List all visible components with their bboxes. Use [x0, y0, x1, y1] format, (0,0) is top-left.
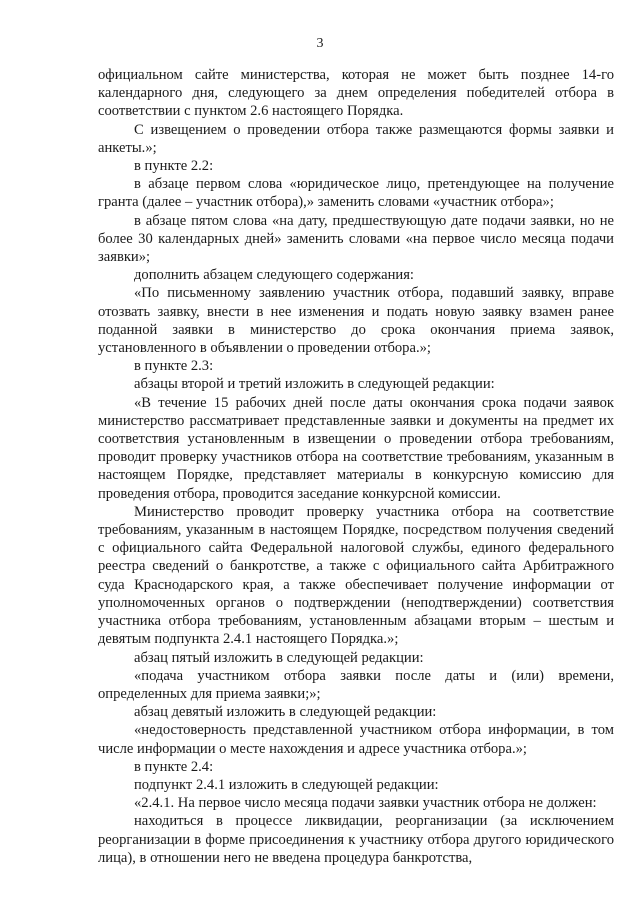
paragraph: дополнить абзацем следующего содержания: — [134, 267, 414, 284]
paragraph: абзац девятый изложить в следующей редакции: — [134, 704, 437, 721]
paragraph: подпункт 2.4.1 изложить в следующей редакции: — [134, 776, 439, 793]
paragraph: Министерство проводит проверку участника отбора на соответствие требованиям, указанным в настоящем Порядке, посредством получения сведений с официального сайта Федеральной налоговой службы, единого федерального реестра сведений о банкротстве, а также с официального сайта Арбитражного суда Краснодарского края, а также обеспечивает получение информации от уполномоченных органов о подтверждении (неподтверждении) соответствия участника отбора требованиям, установленным абзацами вторым – шестым и девятым подпункта 2.4.1 настоящего Порядка.»; — [98, 503, 614, 648]
paragraph: С извещением о проведении отбора также размещаются формы заявки и анкеты.»; — [98, 121, 614, 156]
paragraph: в абзаце пятом слова «на дату, предшествующую дате подачи заявки, но не более 30 календарных дней» заменить словами «на первое число месяца подачи заявки»; — [98, 212, 614, 266]
page-number: 3 — [316, 36, 324, 51]
paragraph: «подача участником отбора заявки после даты и (или) времени, определенных для приема заявки;»; — [98, 667, 614, 702]
paragraph: абзацы второй и третий изложить в следующей редакции: — [134, 376, 495, 393]
paragraph: находиться в процессе ликвидации, реорганизации (за исключением реорганизации в форме присоединения к участнику отбора другого юридического лица), в отношении него не введена процедура банкротства, — [98, 813, 614, 866]
paragraph: абзац пятый изложить в следующей редакции: — [134, 649, 424, 666]
paragraph: официальном сайте министерства, которая не может быть позднее 14-го календарного дня, следующего за днем определения победителей отбора в соответствии с пунктом 2.6 настоящего Порядка. — [98, 67, 614, 120]
paragraph: в пункте 2.4: — [134, 758, 214, 775]
paragraph: в пункте 2.2: — [134, 158, 214, 175]
paragraph: в пункте 2.3: — [134, 358, 214, 375]
paragraph: «2.4.1. На первое число месяца подачи заявки участник отбора не должен: — [134, 795, 597, 812]
paragraph: «недостоверность представленной участником отбора информации, в том числе информации о месте нахождения и адресе участника отбора.»; — [98, 722, 614, 757]
document-body — [98, 66, 614, 867]
paragraph: «По письменному заявлению участник отбора, подавший заявку, вправе отозвать заявку, внести в нее изменения и подать новую заявку взамен ранее поданной заявки в министерство до срока окончания приема заявок, установленного в объявлении о проведении отбора.»; — [98, 285, 614, 357]
paragraph: «В течение 15 рабочих дней после даты окончания срока подачи заявок министерство рассматривает представленные заявки и документы на предмет их соответствия установленным в извещении о проведении отбора требованиям, проводит проверку участников отбора на соответствие требованиям, указанным в настоящем Порядке, представляет материалы в конкурсную комиссию для проведения отбора, проводится заседание конкурсной комиссии. — [98, 394, 614, 502]
paragraph: в абзаце первом слова «юридическое лицо, претендующее на получение гранта (далее – участник отбора),» заменить словами «участник отбора»; — [98, 176, 614, 211]
